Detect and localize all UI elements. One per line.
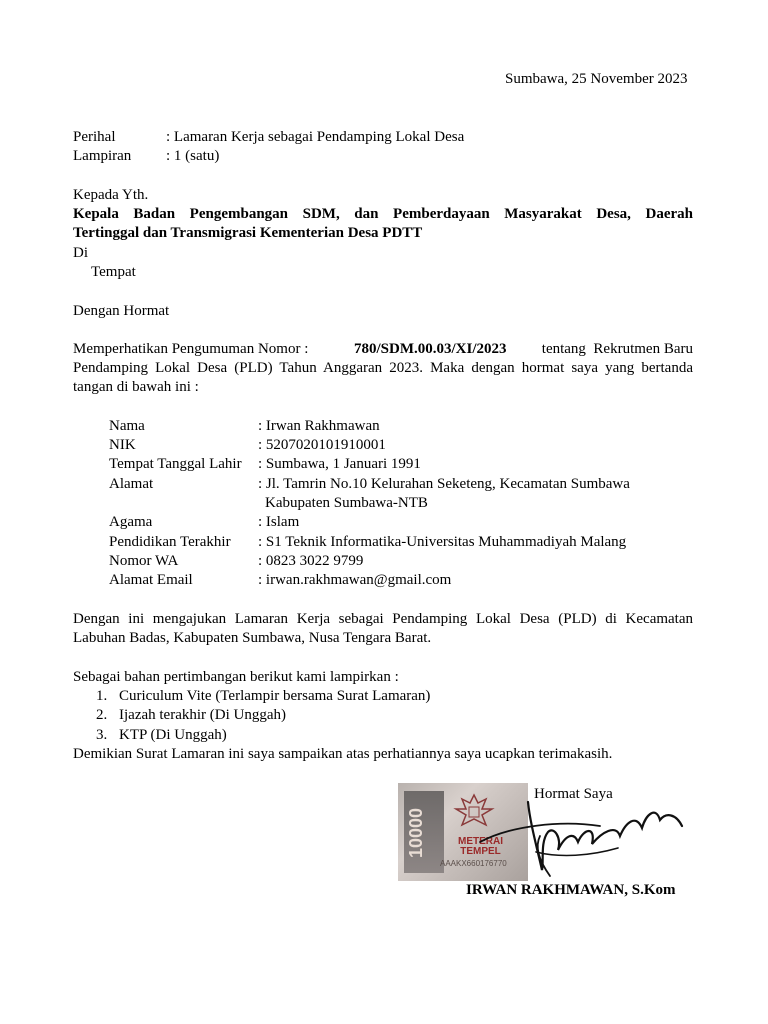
perihal-value: : Lamaran Kerja sebagai Pendamping Lokal Desa [166,129,465,145]
detail-value: : Irwan Rakhmawan [258,418,380,434]
detail-value: : Jl. Tamrin No.10 Kelurahan Seketeng, Kecamatan Sumbawa [258,476,630,492]
salutation: Dengan Hormat [73,303,170,319]
intro-line-1a: Memperhatikan Pengumuman Nomor : [73,341,309,357]
signer-name: IRWAN RAKHMAWAN, S.Kom [466,882,676,898]
list-item: Curiculum Vite (Terlampir bersama Surat Lamaran) [119,688,431,704]
recipient-di: Di [73,245,88,261]
signature [470,792,690,884]
detail-label: Nama [109,418,145,434]
detail-value: : irwan.rakhmawan@gmail.com [258,572,452,588]
lampiran-value: : 1 (satu) [166,148,220,164]
detail-value: Kabupaten Sumbawa-NTB [265,495,428,511]
list-item-number: 2. [96,707,108,723]
perihal-label: Perihal [73,129,116,145]
stamp-label-line-2: TEMPEL [460,846,501,857]
closing: Demikian Surat Lamaran ini saya sampaikan atas perhatiannya saya ucapkan terimakasih. [73,746,613,762]
detail-value: : Sumbawa, 1 Januari 1991 [258,456,421,472]
list-item-number: 3. [96,727,108,743]
detail-label: Alamat Email [109,572,193,588]
list-item: KTP (Di Unggah) [119,727,227,743]
detail-label: Tempat Tanggal Lahir [109,456,242,472]
stamp-code: AAAKX660176770 [440,859,507,868]
recipient-tempat: Tempat [91,264,136,280]
stamp-label-line-1: METERAI [458,836,503,847]
detail-value: : Islam [258,514,300,530]
recipient-line-1: Kepala Badan Pengembangan SDM, dan Pemberdayaan Masyarakat Desa, Daerah [73,206,693,222]
application-line-1: Dengan ini mengajukan Lamaran Kerja sebagai Pendamping Lokal Desa (PLD) di Kecamatan [73,611,693,627]
detail-label: Nomor WA [109,553,179,569]
detail-label: NIK [109,437,136,453]
detail-value: : 5207020101910001 [258,437,386,453]
recipient-greeting: Kepada Yth. [73,187,149,203]
lampiran-label: Lampiran [73,148,132,164]
recipient-line-2: Tertinggal dan Transmigrasi Kementerian Desa PDTT [73,225,423,241]
application-line-2: Labuhan Badas, Kabupaten Sumbawa, Nusa Tengara Barat. [73,630,432,646]
list-item-number: 1. [96,688,108,704]
detail-label: Pendidikan Terakhir [109,534,231,550]
detail-value: : S1 Teknik Informatika-Universitas Muhammadiyah Malang [258,534,627,550]
list-item: Ijazah terakhir (Di Unggah) [119,707,287,723]
attachments-intro: Sebagai bahan pertimbangan berikut kami lampirkan : [73,669,399,685]
intro-line-1c: tentang Rekrutmen Baru [541,341,693,357]
intro-line-3: tangan di bawah ini : [73,379,199,395]
detail-label: Agama [109,514,153,530]
intro-line-2: Pendamping Lokal Desa (PLD) Tahun Anggaran 2023. Maka dengan hormat saya yang bertanda [73,360,693,376]
place-date: Sumbawa, 25 November 2023 [505,71,688,87]
stamp-value: 10000 [406,807,426,859]
detail-label: Alamat [109,476,154,492]
detail-value: : 0823 3022 9799 [258,553,364,569]
announcement-number: 780/SDM.00.03/XI/2023 [354,341,507,357]
signoff-hormat: Hormat Saya [534,786,613,802]
